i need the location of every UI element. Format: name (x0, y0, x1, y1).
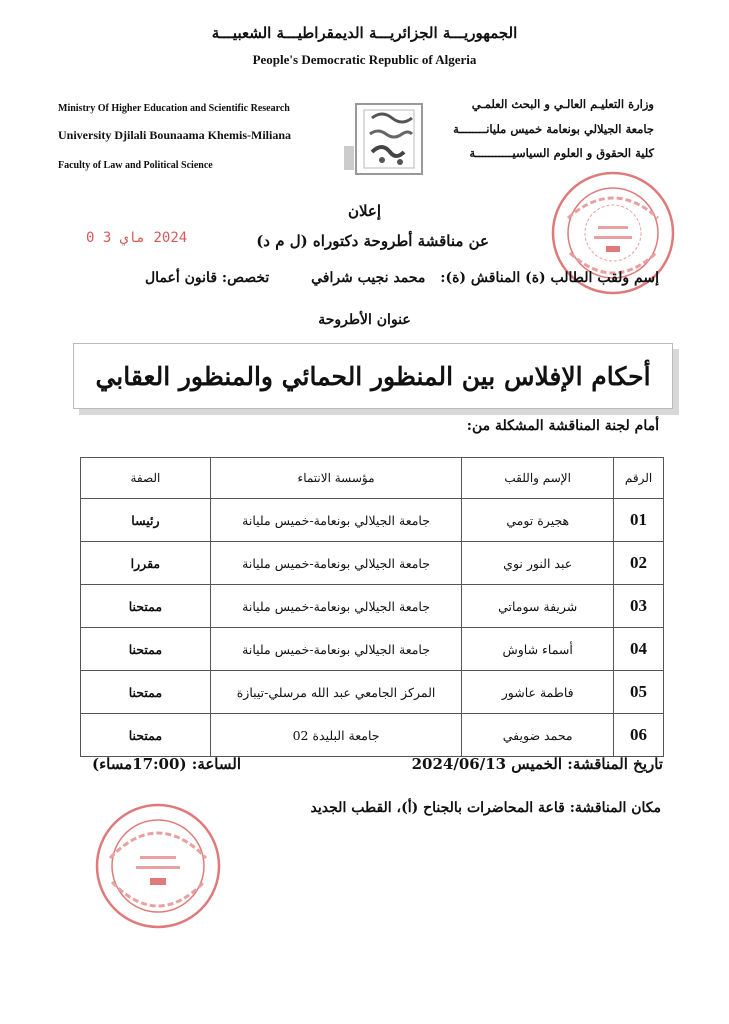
university-logo-icon (342, 98, 432, 178)
member-role: ممتحنا (81, 585, 211, 628)
member-institution: المركز الجامعي عبد الله مرسلي-تيبازة (210, 671, 462, 714)
received-date-stamp: 2024 ماي 3 0 (86, 230, 188, 246)
member-name: شريفة سوماتي (462, 585, 614, 628)
thesis-title-label: عنوان الأطروحة (318, 312, 411, 328)
table-row (81, 499, 664, 542)
header-institution: مؤسسة الانتماء (210, 458, 462, 499)
specialty-value: قانون أعمال (145, 270, 218, 286)
defense-time-label: الساعة: (191, 755, 241, 773)
member-name: فاطمة عاشور (462, 671, 614, 714)
member-institution: جامعة البليدة 02 (210, 714, 462, 757)
member-institution: جامعة الجيلالي بونعامة-خميس مليانة (210, 628, 462, 671)
defense-time-value: (17:00مساء) (92, 755, 187, 773)
committee-label: أمام لجنة المناقشة المشكلة من: (466, 418, 659, 434)
table-row (81, 585, 664, 628)
announcement-title: إعلان (347, 202, 382, 220)
committee-table (80, 457, 664, 757)
member-institution: جامعة الجيلالي بونعامة-خميس مليانة (210, 499, 462, 542)
header-num: الرقم (614, 458, 664, 499)
defense-place-line (311, 800, 661, 816)
defense-date-line (412, 755, 663, 773)
member-num: 06 (614, 714, 664, 757)
member-name: هجيرة تومي (462, 499, 614, 542)
member-role: مقررا (81, 542, 211, 585)
defense-place-label: مكان المناقشة: (569, 800, 661, 816)
table-row (81, 671, 664, 714)
table-header-row (81, 458, 664, 499)
member-num: 02 (614, 542, 664, 585)
defense-date-value: الخميس 2024/06/13 (411, 755, 563, 773)
specialty-line (145, 270, 269, 286)
member-num: 05 (614, 671, 664, 714)
member-name: عبد النور نوي (462, 542, 614, 585)
table-row (81, 628, 664, 671)
student-label: إسم ولقب الطالب (ة) المناقش (ة): (440, 270, 659, 286)
member-institution: جامعة الجيلالي بونعامة-خميس مليانة (210, 585, 462, 628)
student-line (311, 270, 659, 286)
header-role: الصفة (81, 458, 211, 499)
defense-place-value: قاعة المحاضرات بالجناح (أ)، القطب الجديد (310, 800, 565, 816)
member-num: 04 (614, 628, 664, 671)
university-name-arabic: جامعة الجيلالي بونعامة خميس مليانــــــــة (453, 122, 654, 136)
member-institution: جامعة الجيلالي بونعامة-خميس مليانة (210, 542, 462, 585)
country-name-arabic: الجمهوريـــة الجزائريـــة الديمقراطيـــة الشعبيـــة (211, 24, 518, 42)
student-name: محمد نجيب شرافي (311, 270, 426, 286)
faculty-name-english: Faculty of Law and Political Science (58, 160, 213, 171)
defense-time-line (92, 755, 241, 773)
member-role: ممتحنا (81, 714, 211, 757)
member-role: ممتحنا (81, 628, 211, 671)
table-row (81, 714, 664, 757)
defense-date-label: تاريخ المناقشة: (567, 755, 663, 773)
member-role: رئيسا (81, 499, 211, 542)
specialty-label: تخصص: (221, 270, 270, 286)
faculty-seal-icon (92, 800, 224, 932)
ministry-name-arabic: وزارة التعليـم العالـي و البحث العلمـي (471, 97, 654, 111)
thesis-title-box (73, 343, 673, 409)
university-name-english: University Djilali Bounaama Khemis-Miliana (58, 128, 292, 142)
member-role: ممتحنا (81, 671, 211, 714)
announcement-subtitle: عن مناقشة أطروحة دكتوراه (ل م د) (256, 232, 489, 250)
table-row (81, 542, 664, 585)
member-name: محمد ضويفي (462, 714, 614, 757)
thesis-title: أحكام الإفلاس بين المنظور الحمائي والمنظور العقابي (95, 361, 651, 391)
member-num: 01 (614, 499, 664, 542)
country-name-english: People's Democratic Republic of Algeria (252, 52, 477, 67)
faculty-name-arabic: كلية الحقوق و العلوم السياسيـــــــــــة (469, 146, 654, 160)
member-num: 03 (614, 585, 664, 628)
ministry-name-english: Ministry Of Higher Education and Scientific Research (58, 103, 290, 114)
header-name: الإسم واللقب (462, 458, 614, 499)
member-name: أسماء شاوش (462, 628, 614, 671)
